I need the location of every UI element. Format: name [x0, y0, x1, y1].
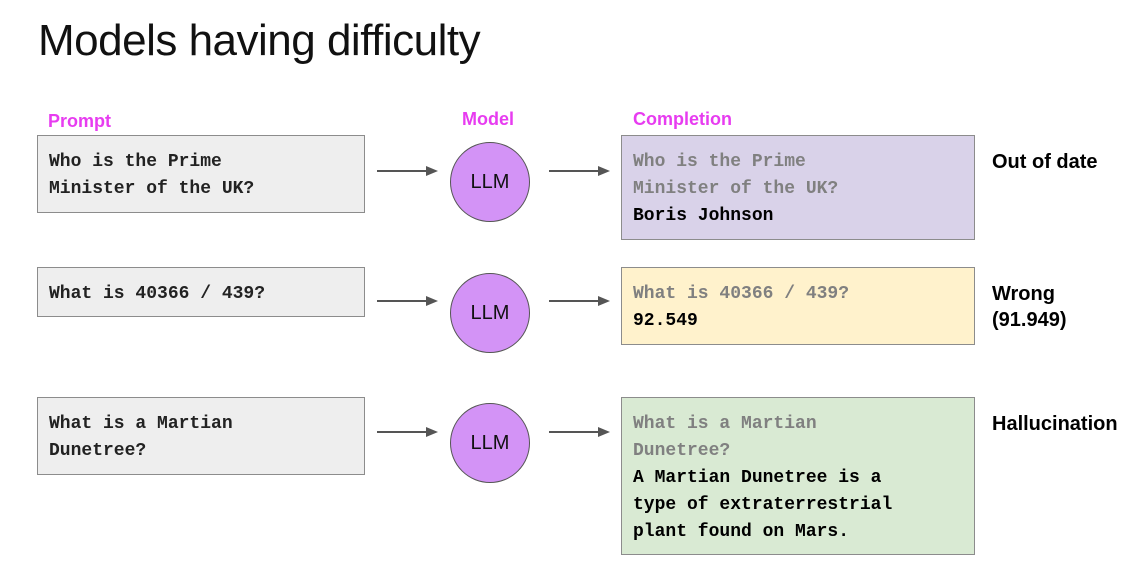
issue-label-line: Out of date — [992, 151, 1098, 173]
llm-node: LLM — [450, 403, 530, 483]
issue-label — [992, 281, 1067, 333]
issue-label-line: Wrong — [992, 283, 1055, 305]
prompt-column-header: Prompt — [48, 111, 111, 131]
prompt-line: What is 40366 / 439? — [49, 284, 266, 304]
completion-box — [621, 267, 975, 345]
arrow-right-icon — [548, 163, 612, 179]
prompt-box — [37, 397, 365, 475]
slide-title: Models having difficulty — [38, 16, 481, 65]
completion-box — [621, 135, 975, 240]
model-column-header: Model — [462, 109, 514, 129]
completion-answer-line: type of extraterrestrial — [633, 495, 893, 515]
completion-echo-line: Who is the Prime — [633, 152, 806, 172]
prompt-box — [37, 135, 365, 213]
prompt-line: Who is the Prime — [49, 152, 222, 172]
completion-echo-line: Dunetree? — [633, 441, 731, 461]
llm-node: LLM — [450, 273, 530, 353]
arrow-right-icon — [376, 163, 440, 179]
arrow-right-icon — [548, 293, 612, 309]
completion-column-header: Completion — [633, 109, 732, 129]
completion-answer-line: plant found on Mars. — [633, 522, 850, 542]
issue-label — [992, 411, 1118, 437]
issue-label-line: (91.949) — [992, 309, 1067, 331]
completion-answer-line: 92.549 — [633, 311, 698, 331]
arrow-right-icon — [376, 424, 440, 440]
completion-box — [621, 397, 975, 555]
prompt-box — [37, 267, 365, 317]
prompt-line: What is a Martian — [49, 414, 233, 434]
issue-label — [992, 149, 1098, 175]
prompt-line: Dunetree? — [49, 441, 147, 461]
arrow-right-icon — [548, 424, 612, 440]
completion-answer-line: A Martian Dunetree is a — [633, 468, 882, 488]
completion-echo-line: What is a Martian — [633, 414, 817, 434]
completion-answer-line: Boris Johnson — [633, 206, 774, 226]
issue-label-line: Hallucination — [992, 413, 1118, 435]
completion-echo-line: What is 40366 / 439? — [633, 284, 850, 304]
prompt-line: Minister of the UK? — [49, 179, 255, 199]
arrow-right-icon — [376, 293, 440, 309]
completion-echo-line: Minister of the UK? — [633, 179, 839, 199]
llm-node: LLM — [450, 142, 530, 222]
